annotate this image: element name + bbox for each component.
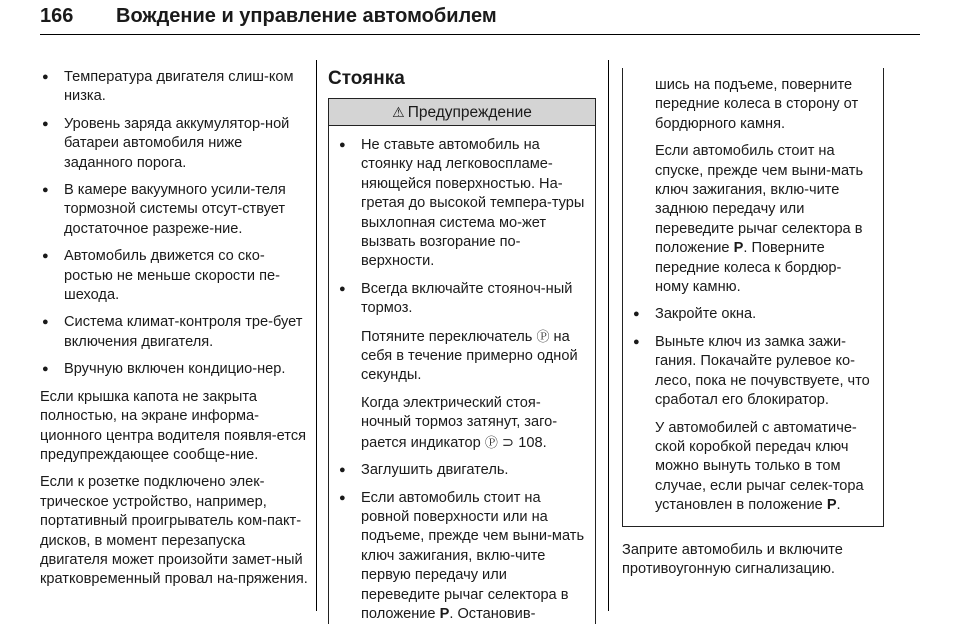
list-item: ● Не ставьте автомобиль на стоянку над легковоспламе-няющейся поверхностью. На-гретая до высокой темпера-туры выхлопная система мо-жет вызвать возгорание по-верхности.: [337, 136, 587, 272]
page-reference-icon: ⊃: [501, 434, 515, 451]
list-item: ● В камере вакуумного усили-теля тормозной системы отсут-ствует достаточное разреже-ние.: [40, 181, 308, 239]
chapter-title: Вождение и управление автомобилем: [116, 5, 497, 27]
column-right: [622, 68, 884, 587]
slope-instruction: Если автомобиль стоит на спуске, прежде чем выни-мать ключ зажигания, вклю-чите заднюю передачу или переведите рычаг селектора в положение P. Поверните передние колеса к бордюр-ному камню.: [655, 143, 864, 296]
closing-paragraph: Заприте автомобиль и включите противоугонную сигнализацию.: [622, 541, 843, 577]
list-item: ● Закройте окна.: [631, 305, 875, 324]
column-left: [40, 68, 308, 598]
list-item-continued: шись на подъеме, поверните передние колеса в сторону от бордюрного камня.: [655, 77, 859, 132]
warning-box: [328, 98, 596, 624]
warning-header: [329, 99, 595, 126]
gear-position: P: [439, 605, 450, 622]
warning-triangle-icon: ⚠: [392, 104, 405, 120]
warning-box-continued: [622, 68, 884, 527]
list-item: ● Вручную включен кондицио-нер.: [40, 360, 308, 379]
list-item: ● Всегда включайте стояноч-ный тормоз.: [337, 280, 587, 319]
list-item: ● Уровень заряда аккумулятор-ной батареи автомобиля ниже заданного порога.: [40, 115, 308, 173]
column-middle: [328, 68, 596, 632]
warning-body: [329, 126, 595, 624]
list-item: ● Автомобиль движется со ско-ростью не меньше скорости пе-шехода.: [40, 247, 308, 305]
warning-label: Предупреждение: [407, 104, 532, 121]
indicator-note: Когда электрический стоя-ночный тормоз затянут, заго-рается индикатор Ⓟ ⊃ 108.: [361, 394, 558, 451]
brake-instruction: Потяните переключатель Ⓟ на себя в течение примерно одной секунды.: [361, 328, 578, 384]
socket-paragraph: Если к розетке подключено элек-трическое устройство, например, портативный проигрыватель ком-пакт-дисков, в момент перезапуска двигателя может произойти замет-ный кратковременный провал на-пряжения.: [40, 474, 308, 588]
hood-paragraph: Если крышка капота не закрыта полностью, на экране информа-ционного центра водителя появля-ется предупреждающее сообще-ние.: [40, 388, 307, 463]
gear-position: P: [733, 240, 744, 257]
parking-brake-icon: Ⓟ: [536, 328, 550, 344]
column-divider-2: [608, 60, 609, 611]
page-reference[interactable]: 108.: [518, 434, 547, 451]
conditions-list: [40, 68, 308, 380]
list-item: ● Температура двигателя слиш-ком низка.: [40, 68, 308, 107]
list-item: ● Если автомобиль стоит на ровной поверхности или на подъеме, прежде чем выни-мать ключ зажигания, вклю-чите первую передачу или переведите рычаг селектора в положение P. Остановив-: [337, 489, 587, 625]
gear-position: P: [826, 497, 837, 514]
parking-brake-icon: Ⓟ: [484, 434, 498, 450]
section-title: Стоянка: [328, 68, 405, 89]
list-item: ● Выньте ключ из замка зажи-гания. Покачайте рулевое ко-лесо, пока не почувствуете, что сработал его блокиратор.: [631, 333, 875, 411]
automatic-transmission-note: У автомобилей с автоматиче-ской коробкой передач ключ можно вынуть только в том случае, если рычаг селек-тора установлен в положение P.: [655, 419, 864, 514]
list-item: ● Система климат-контроля тре-бует включения двигателя.: [40, 313, 308, 352]
header-rule: [40, 34, 920, 35]
list-item: ● Заглушить двигатель.: [337, 461, 587, 480]
page-number: 166: [40, 5, 74, 27]
page-header: [0, 0, 960, 38]
column-divider-1: [316, 60, 317, 611]
